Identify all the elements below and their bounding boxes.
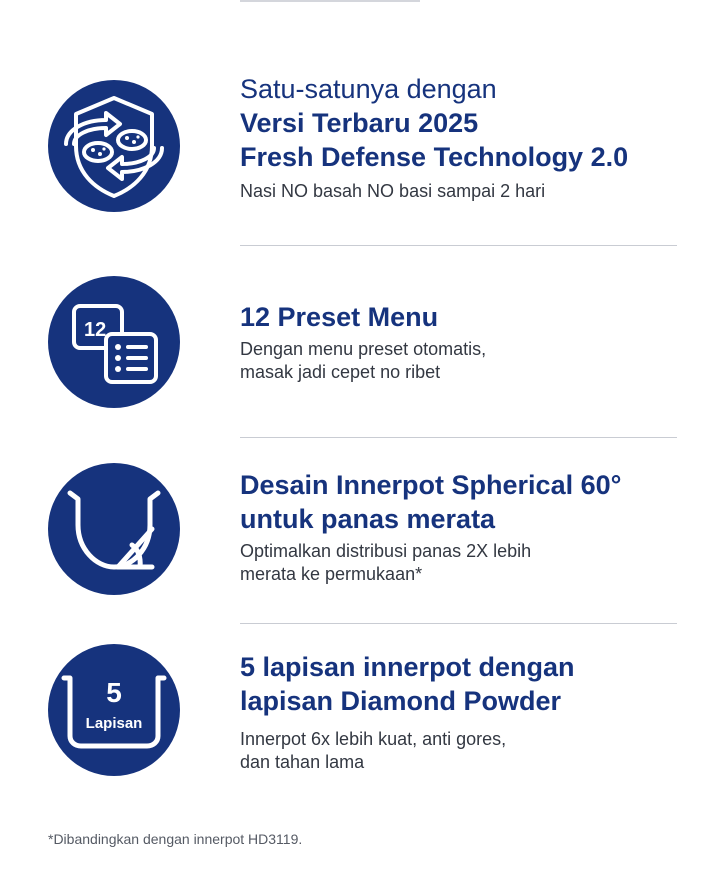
feature-description-line: Innerpot 6x lebih kuat, anti gores, xyxy=(240,729,507,749)
feature-title xyxy=(240,300,700,334)
five-layer-pot-icon-label: Lapisan xyxy=(85,715,143,732)
divider xyxy=(240,437,677,438)
feature-five-layer-pot-text xyxy=(240,650,700,774)
feature-description-line: masak jadi cepet no ribet xyxy=(240,362,441,382)
feature-title xyxy=(240,650,700,718)
feature-title xyxy=(240,72,700,174)
feature-title xyxy=(240,468,700,536)
top-divider xyxy=(240,0,420,2)
five-layer-pot-icon-number: 5 xyxy=(106,677,122,708)
feature-title-line: untuk panas merata xyxy=(240,504,496,534)
feature-spherical-innerpot-text xyxy=(240,468,700,586)
feature-title-line: Satu-satunya dengan xyxy=(240,74,497,104)
feature-description-line: Optimalkan distribusi panas 2X lebih xyxy=(240,541,532,561)
divider xyxy=(240,245,677,246)
preset-menu-icon xyxy=(48,276,180,408)
divider xyxy=(240,623,677,624)
feature-preset-menu-text xyxy=(240,300,700,384)
footnote: *Dibandingkan dengan innerpot HD3119. xyxy=(48,831,303,847)
feature-title-line: lapisan Diamond Powder xyxy=(240,686,562,716)
preset-menu-icon-number: 12 xyxy=(84,319,107,341)
feature-description xyxy=(240,338,700,384)
feature-fresh-defense-text xyxy=(240,72,700,203)
feature-title-line: Desain Innerpot Spherical 60° xyxy=(240,470,622,500)
five-layer-pot-icon xyxy=(48,644,180,776)
feature-title-line: 12 Preset Menu xyxy=(240,302,439,332)
feature-description-line: merata ke permukaan* xyxy=(240,564,423,584)
feature-description-line: dan tahan lama xyxy=(240,752,365,772)
feature-description-line: Dengan menu preset otomatis, xyxy=(240,339,487,359)
feature-title-line: 5 lapisan innerpot dengan xyxy=(240,652,575,682)
spherical-innerpot-icon xyxy=(48,463,180,595)
fresh-defense-shield-icon xyxy=(48,80,180,212)
feature-description xyxy=(240,540,700,586)
feature-title-line: Versi Terbaru 2025 xyxy=(240,108,479,138)
feature-description xyxy=(240,180,700,203)
feature-title-line: Fresh Defense Technology 2.0 xyxy=(240,142,629,172)
feature-description xyxy=(240,728,700,774)
feature-description-line: Nasi NO basah NO basi sampai 2 hari xyxy=(240,181,546,201)
